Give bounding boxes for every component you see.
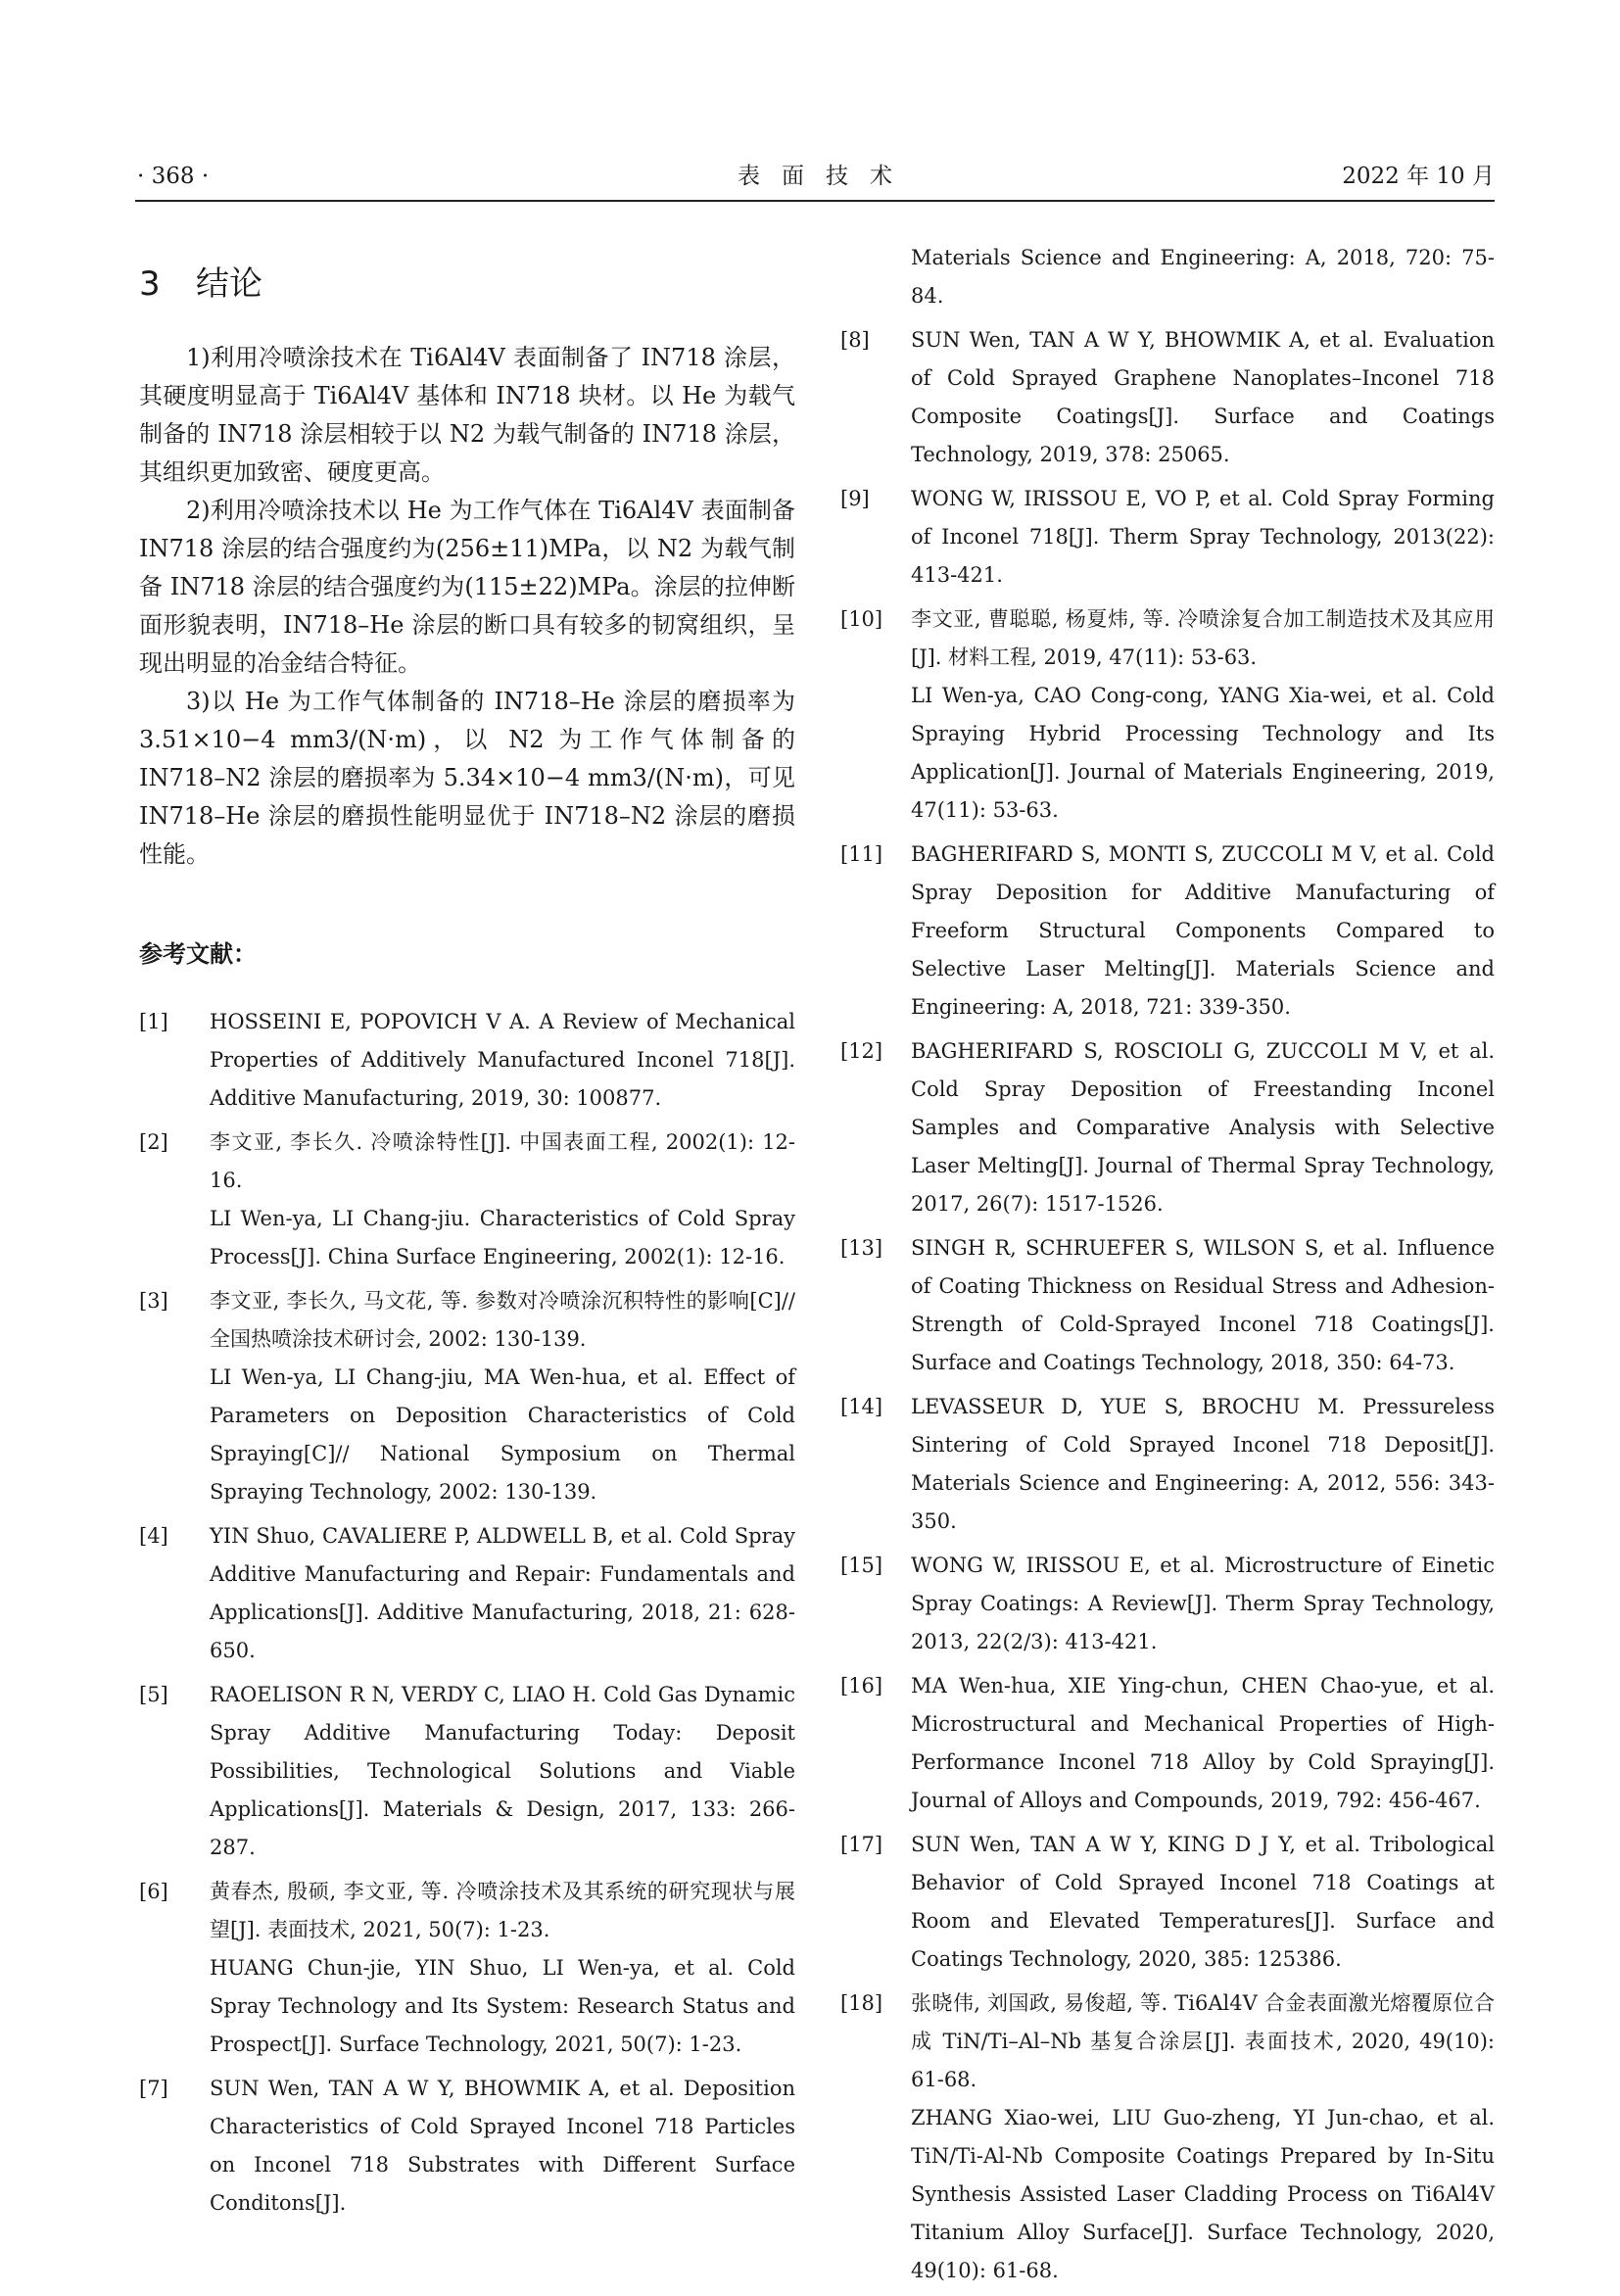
reference-3	[139, 1282, 795, 1511]
reference-index: [5]	[139, 1683, 168, 1706]
reference-text: MA Wen-hua, XIE Ying-chun, CHEN Chao-yue, et al. Microstructural and Mechanical Properties of High-Performance Inconel 718 Alloy by Cold Spraying[J]. Journal of Alloys and Compounds, 2019, 792: 456-467.	[911, 1674, 1495, 1812]
reference-index: [13]	[840, 1236, 883, 1260]
reference-2	[139, 1124, 795, 1276]
issue-date: 2022 年 10 月	[1342, 164, 1495, 189]
conclusion-paragraph-1: 1)利用冷喷涂技术在 Ti6Al4V 表面制备了 IN718 涂层，其硬度明显高于 Ti6Al4V 基体和 IN718 块材。以 He 为载气制备的 IN718 涂层相较于以 N2 为载气制备的 IN718 涂层，其组织更加致密、硬度更高。	[139, 344, 795, 486]
reference-18	[840, 1985, 1495, 2290]
running-header	[135, 157, 1495, 196]
page-number: · 368 ·	[137, 164, 210, 189]
reference-text: BAGHERIFARD S, MONTI S, ZUCCOLI M V, et al. Cold Spray Deposition for Additive Manufacturing of Freeform Structural Components Compared to Selective Laser Melting[J]. Materials Science and Engineering: A, 2018, 721: 339-350.	[911, 842, 1495, 1019]
reference-text: RAOELISON R N, VERDY C, LIAO H. Cold Gas Dynamic Spray Additive Manufacturing Today: Deposit Possibilities, Technological Solutions and Viable Applications[J]. Materials & Design, 2017, 133: 266-287.	[210, 1683, 795, 1859]
header-rule	[135, 200, 1495, 202]
reference-text-en: LI Wen-ya, LI Chang-jiu, MA Wen-hua, et al. Effect of Parameters on Deposition Characteristics of Cold Spraying[C]// National Symposium on Thermal Spraying Technology, 2002: 130-139.	[210, 1365, 795, 1504]
reference-14	[840, 1388, 1495, 1541]
reference-text-en: HUANG Chun-jie, YIN Shuo, LI Wen-ya, et al. Cold Spray Technology and Its System: Research Status and Prospect[J]. Surface Technology, 2021, 50(7): 1-23.	[210, 1956, 795, 2056]
reference-text: LEVASSEUR D, YUE S, BROCHU M. Pressureless Sintering of Cold Sprayed Inconel 718 Deposit[J]. Materials Science and Engineering: A, 2012, 556: 343-350.	[911, 1395, 1495, 1533]
reference-index: [16]	[840, 1674, 883, 1698]
reference-text-cn: 黄春杰, 殷硕, 李文亚, 等. 冷喷涂技术及其系统的研究现状与展望[J]. 表面技术, 2021, 50(7): 1-23.	[210, 1880, 795, 1941]
reference-index: [1]	[139, 1010, 168, 1033]
reference-text: SUN Wen, TAN A W Y, BHOWMIK A, et al. Evaluation of Cold Sprayed Graphene Nanoplates–Inconel 718 Composite Coatings[J]. Surface and Coatings Technology, 2019, 378: 25065.	[911, 328, 1495, 466]
reference-index: [3]	[139, 1289, 168, 1313]
reference-index: [8]	[840, 328, 870, 352]
journal-title: 表面技术	[738, 164, 914, 189]
conclusion-paragraph-2: 2)利用冷喷涂技术以 He 为工作气体在 Ti6Al4V 表面制备 IN718 涂层的结合强度约为(256±11)MPa，以 N2 为载气制备 IN718 涂层的结合强度约为(115±22)MPa。涂层的拉伸断面形貌表明，IN718–He 涂层的断口具有较多的韧窝组织，呈现出明显的冶金结合特征。	[139, 497, 795, 677]
left-column	[139, 257, 795, 2228]
reference-7-continuation: Materials Science and Engineering: A, 2018, 720: 75-84.	[911, 246, 1495, 308]
reference-index: [10]	[840, 607, 883, 631]
reference-text: HOSSEINI E, POPOVICH V A. A Review of Mechanical Properties of Additively Manufactured Inconel 718[J]. Additive Manufacturing, 2019, 30: 100877.	[210, 1010, 795, 1110]
reference-index: [7]	[139, 2077, 168, 2100]
reference-text: WONG W, IRISSOU E, VO P, et al. Cold Spray Forming of Inconel 718[J]. Therm Spray Technology, 2013(22): 413-421.	[911, 487, 1495, 587]
reference-12	[840, 1032, 1495, 1223]
reference-text-cn: 张晓伟, 刘国政, 易俊超, 等. Ti6Al4V 合金表面激光熔覆原位合成 TiN/Ti–Al–Nb 基复合涂层[J]. 表面技术, 2020, 49(10): 61-68.	[911, 1991, 1495, 2091]
reference-1	[139, 1003, 795, 1118]
reference-index: [17]	[840, 1833, 883, 1856]
reference-text-en: ZHANG Xiao-wei, LIU Guo-zheng, YI Jun-chao, et al. TiN/Ti-Al-Nb Composite Coatings Prepared by In-Situ Synthesis Assisted Laser Cladding Process on Ti6Al4V Titanium Alloy Surface[J]. Surface Technology, 2020, 49(10): 61-68.	[911, 2106, 1495, 2282]
section-title: 结论	[196, 264, 262, 304]
reference-11	[840, 836, 1495, 1027]
reference-17	[840, 1826, 1495, 1979]
reference-16	[840, 1667, 1495, 1820]
reference-index: [11]	[840, 842, 883, 866]
reference-4	[139, 1517, 795, 1670]
reference-6	[139, 1873, 795, 2064]
reference-text: YIN Shuo, CAVALIERE P, ALDWELL B, et al. Cold Spray Additive Manufacturing and Repair: Fundamentals and Applications[J]. Additive Manufacturing, 2018, 21: 628-650.	[210, 1524, 795, 1662]
reference-7	[139, 2070, 795, 2223]
references-list-right	[840, 321, 1495, 2290]
conclusion-paragraph-3: 3)以 He 为工作气体制备的 IN718–He 涂层的磨损率为 3.51×10−4 mm3/(N·m)，以 N2 为工作气体制备的 IN718–N2 涂层的磨损率为 5.34×10−4 mm3/(N·m)，可见 IN718–He 涂层的磨损性能明显优于 IN718–N2 涂层的磨损性能。	[139, 688, 795, 868]
reference-text-cn: 李文亚, 曹聪聪, 杨夏炜, 等. 冷喷涂复合加工制造技术及其应用[J]. 材料工程, 2019, 47(11): 53-63.	[911, 607, 1495, 669]
references-list-left	[139, 1003, 795, 2223]
reference-13	[840, 1229, 1495, 1382]
reference-15	[840, 1547, 1495, 1661]
reference-index: [2]	[139, 1130, 168, 1154]
reference-index: [9]	[840, 487, 870, 510]
reference-index: [15]	[840, 1554, 883, 1577]
section-heading	[139, 257, 795, 311]
reference-text: SUN Wen, TAN A W Y, BHOWMIK A, et al. Deposition Characteristics of Cold Sprayed Inconel 718 Particles on Inconel 718 Substrates with Different Surface Conditons[J].	[210, 2077, 795, 2215]
reference-text-cn: 李文亚, 李长久, 马文花, 等. 参数对冷喷涂沉积特性的影响[C]// 全国热喷涂技术研讨会, 2002: 130-139.	[210, 1289, 795, 1351]
reference-text: SINGH R, SCHRUEFER S, WILSON S, et al. Influence of Coating Thickness on Residual Stress and Adhesion-Strength of Cold-Sprayed Inconel 718 Coatings[J]. Surface and Coatings Technology, 2018, 350: 64-73.	[911, 1236, 1495, 1374]
reference-10	[840, 600, 1495, 830]
reference-text-en: LI Wen-ya, CAO Cong-cong, YANG Xia-wei, et al. Cold Spraying Hybrid Processing Technology and Its Application[J]. Journal of Materials Engineering, 2019, 47(11): 53-63.	[911, 684, 1495, 822]
reference-text-cn: 李文亚, 李长久. 冷喷涂特性[J]. 中国表面工程, 2002(1): 12-16.	[210, 1130, 795, 1192]
reference-text: BAGHERIFARD S, ROSCIOLI G, ZUCCOLI M V, et al. Cold Spray Deposition of Freestanding Inconel Samples and Comparative Analysis with Selective Laser Melting[J]. Journal of Thermal Spray Technology, 2017, 26(7): 1517-1526.	[911, 1039, 1495, 1216]
reference-index: [14]	[840, 1395, 883, 1418]
section-number: 3	[139, 264, 161, 304]
right-column	[840, 239, 1495, 2296]
reference-text: SUN Wen, TAN A W Y, KING D J Y, et al. Tribological Behavior of Cold Sprayed Inconel 718 Coatings at Room and Elevated Temperatures[J]. Surface and Coatings Technology, 2020, 385: 125386.	[911, 1833, 1495, 1971]
reference-text-en: LI Wen-ya, LI Chang-jiu. Characteristics of Cold Spray Process[J]. China Surface Engineering, 2002(1): 12-16.	[210, 1207, 795, 1268]
reference-index: [12]	[840, 1039, 883, 1063]
reference-9	[840, 480, 1495, 595]
reference-index: [4]	[139, 1524, 168, 1548]
references-heading: 参考文献：	[139, 940, 257, 968]
reference-5	[139, 1676, 795, 1867]
reference-8	[840, 321, 1495, 474]
reference-index: [18]	[840, 1991, 883, 2015]
reference-text: WONG W, IRISSOU E, et al. Microstructure of Einetic Spray Coatings: A Review[J]. Therm Spray Technology, 2013, 22(2/3): 413-421.	[911, 1554, 1495, 1653]
reference-index: [6]	[139, 1880, 168, 1903]
